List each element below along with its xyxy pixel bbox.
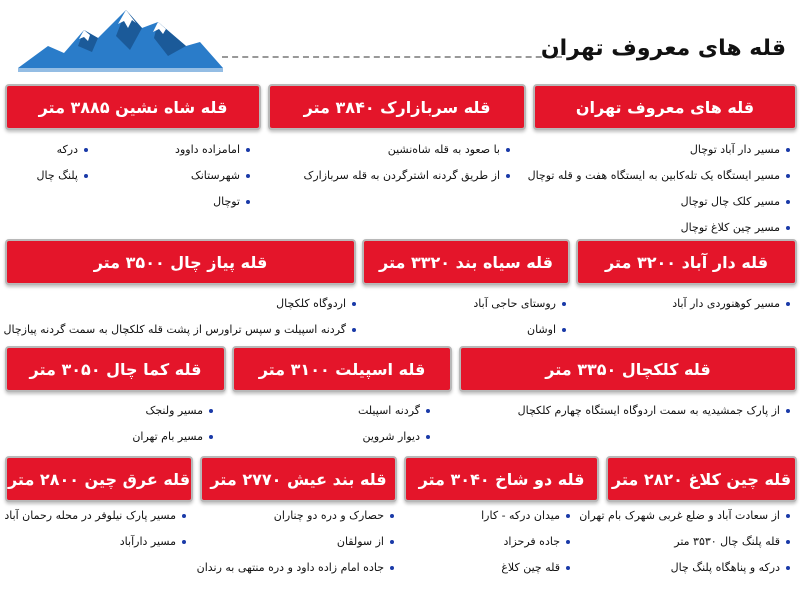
route-item: از سولقان (197, 529, 396, 555)
route-item: مسیر دارآباد (4, 529, 188, 555)
peak-card-siah-band (362, 239, 570, 285)
route-item: از سعادت آباد و ضلع غربی شهرک بام تهران (579, 503, 792, 529)
route-item: مسیر کلک چال توچال (528, 189, 792, 215)
peak-card-espilet (232, 346, 452, 392)
route-item: از طریق گردنه اشترگردن به قله سربازارک (304, 163, 513, 189)
route-item: مسیر کوهنوردی دار آباد (672, 291, 792, 317)
route-item: اوشان (473, 317, 568, 343)
route-item: مسیر پارک نیلوفر در محله رحمان آباد (4, 503, 188, 529)
route-item: دیوار شروین (358, 424, 432, 450)
peak-card-kolakchal (459, 346, 797, 392)
route-item: میدان درکه - کارا (481, 503, 572, 529)
route-list-piaz-chal (3, 291, 358, 343)
route-list-darabad (672, 291, 792, 317)
peak-card-title-tehran (533, 84, 797, 130)
route-list-espilet (358, 398, 432, 450)
peak-title: قله سربازارک ۳۸۴۰ متر (303, 97, 491, 117)
route-item: با صعود به قله شاه‌نشین (304, 137, 513, 163)
route-list-band-eish (197, 503, 396, 581)
route-item: قله چین کلاغ (481, 555, 572, 581)
route-list-sarbazarak (304, 137, 513, 189)
route-item: مسیر چین کلاغ توچال (528, 215, 792, 241)
peak-card-chin-kalagh (606, 456, 797, 502)
peak-title: قله اسپیلت ۳۱۰۰ متر (258, 359, 426, 379)
route-item: مسیر دار آباد توچال (528, 137, 792, 163)
peak-title: قله دار آباد ۳۲۰۰ متر (604, 252, 769, 272)
title-divider (222, 56, 562, 58)
route-item: جاده فرحزاد (481, 529, 572, 555)
route-item: امامزاده داوود (175, 137, 252, 163)
peak-title: قله سیاه بند ۳۳۲۰ متر (379, 252, 553, 272)
page-title: قله های معروف تهران (540, 36, 786, 61)
route-item: گردنه اسپیلت (358, 398, 432, 424)
route-item: شهرستانک (191, 163, 252, 189)
route-item: جاده امام زاده داود و دره منتهی به رندان (197, 555, 396, 581)
route-list-chin-kalagh (579, 503, 792, 581)
route-list-koma-chal (132, 398, 215, 450)
route-item: اردوگاه کلکچال (3, 291, 358, 317)
route-item: گردنه اسپیلت و سپس تراورس از پشت قله کلکچال به سمت گردنه پیازچال (3, 317, 358, 343)
route-item: درکه (57, 137, 90, 163)
route-list-aragh-chin (4, 503, 188, 555)
route-item: حصارک و دره دو چناران (197, 503, 396, 529)
route-item: مسیر ولنجک (132, 398, 215, 424)
peak-card-darabad (576, 239, 797, 285)
route-list-siah-band (473, 291, 568, 343)
peak-card-shah-neshin (5, 84, 261, 130)
peak-card-band-eish (200, 456, 397, 502)
route-item: توچال (213, 189, 252, 215)
peak-card-piaz-chal (5, 239, 356, 285)
peak-title: قله پیاز چال ۳۵۰۰ متر (93, 252, 268, 272)
route-list-tehran (528, 137, 792, 241)
route-item: قله پلنگ چال ۳۵۳۰ متر (579, 529, 792, 555)
peak-title: قله شاه نشین ۳۸۸۵ متر (38, 97, 228, 117)
peak-title: قله چین کلاغ ۲۸۲۰ متر (611, 469, 792, 489)
peak-title: قله کلکچال ۳۳۵۰ متر (545, 359, 711, 379)
peak-title: قله های معروف تهران (575, 97, 755, 117)
peak-card-aragh-chin (5, 456, 193, 502)
route-item: درکه و پناهگاه پلنگ چال (579, 555, 792, 581)
peak-title: قله عرق چین ۲۸۰۰ متر (7, 469, 191, 489)
route-item: مسیر بام تهران (132, 424, 215, 450)
route-list-kolakchal (518, 398, 792, 424)
peak-card-do-shakh (404, 456, 599, 502)
peak-title: قله کما چال ۳۰۵۰ متر (29, 359, 202, 379)
peak-title: قله بند عیش ۲۷۷۰ متر (210, 469, 387, 489)
peak-card-koma-chal (5, 346, 226, 392)
route-item: از پارک جمشیدیه به سمت اردوگاه ایستگاه چهارم کلکچال (518, 398, 792, 424)
mountain-logo-icon (18, 6, 223, 74)
peak-card-sarbazarak (268, 84, 526, 130)
peak-title: قله دو شاخ ۳۰۴۰ متر (418, 469, 585, 489)
route-item: روستای حاجی آباد (473, 291, 568, 317)
route-item: پلنگ چال (36, 163, 90, 189)
header (0, 0, 800, 80)
route-list-do-shakh (481, 503, 572, 581)
route-item: مسیر ایستگاه یک تله‌کابین به ایستگاه هفت و قله توچال (528, 163, 792, 189)
